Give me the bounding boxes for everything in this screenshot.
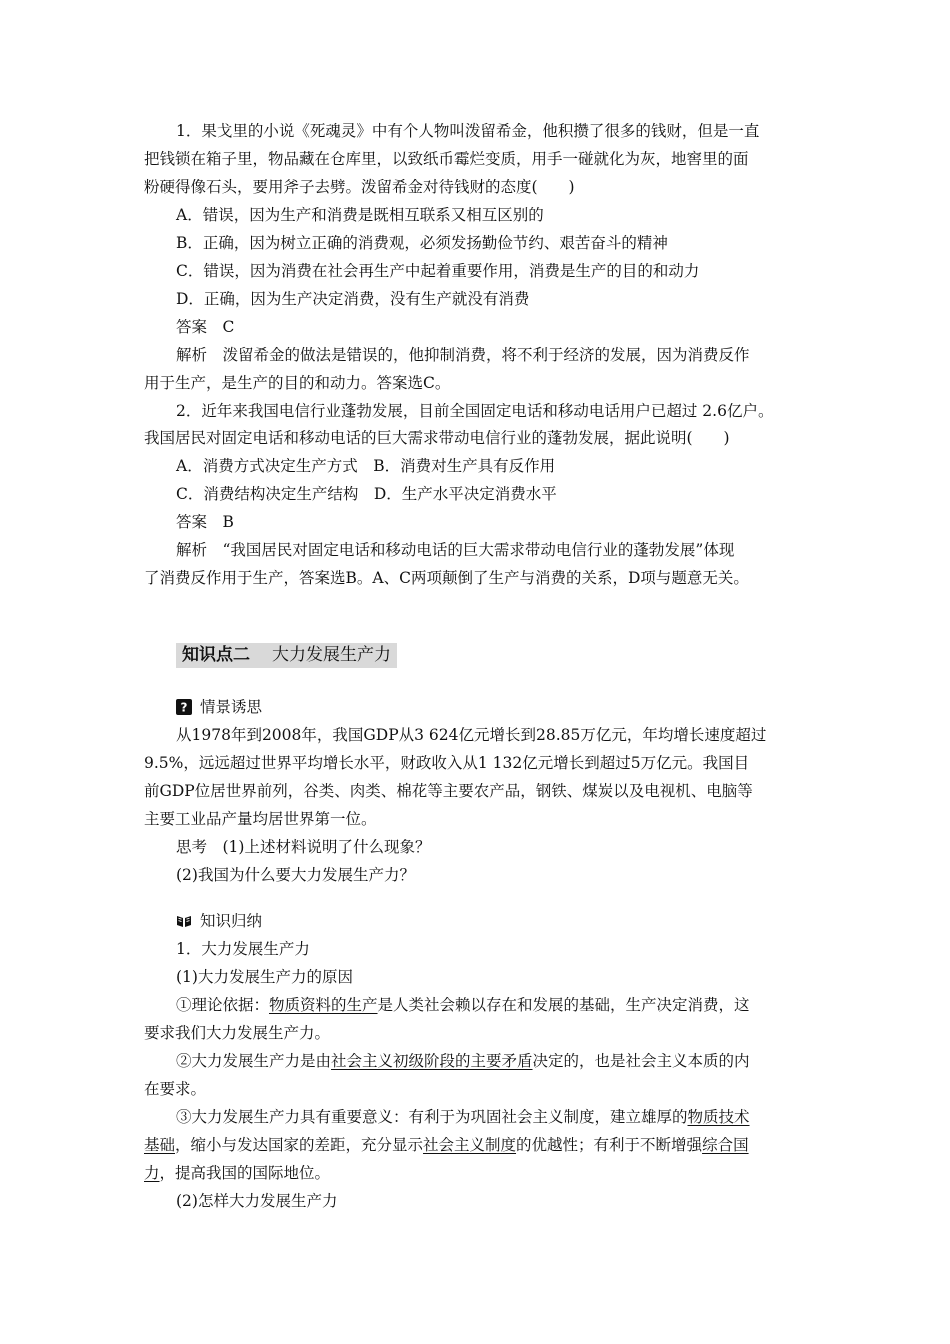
scenario-line-1: 从1978年到2008年，我国GDP从3 624亿元增长到28.85万亿元，年均增长速度超过 bbox=[176, 726, 767, 744]
q1-stem-line-3: 粉硬得像石头，要用斧子去劈。泼留希金对待钱财的态度( ) bbox=[144, 178, 575, 196]
scenario-line-2: 9.5%，远远超过世界平均增长水平，财政收入从1 132亿元增长到超过5万亿元。我国目 bbox=[144, 754, 750, 772]
reason-2-line-2: 在要求。 bbox=[144, 1080, 207, 1098]
scenario-heading bbox=[176, 698, 262, 717]
q2-options-cd: C．消费结构决定生产结构 D．生产水平决定消费水平 bbox=[176, 485, 557, 503]
q1-option-a: A．错误，因为生产和消费是既相互联系又相互区别的 bbox=[176, 206, 544, 224]
q1-explanation-line-2: 用于生产，是生产的目的和动力。答案选C。 bbox=[144, 374, 451, 392]
reason-3-line-3 bbox=[144, 1164, 330, 1183]
reason-3-key-term-2: 社会主义制度 bbox=[423, 1136, 517, 1154]
q1-stem-line-1: 1．果戈里的小说《死魂灵》中有个人物叫泼留希金，他积攒了很多的钱财，但是一直 bbox=[176, 122, 760, 140]
reason-3-line-1 bbox=[176, 1108, 750, 1127]
reason-1-line-2: 要求我们大力发展生产力。 bbox=[144, 1024, 331, 1042]
reason-3-lead: ③大力发展生产力具有重要意义：有利于为巩固社会主义制度，建立雄厚的 bbox=[176, 1108, 688, 1126]
q2-options-ab: A．消费方式决定生产方式 B．消费对生产具有反作用 bbox=[176, 457, 556, 475]
reason-3-line-2 bbox=[144, 1136, 749, 1155]
reason-2-lead: ②大力发展生产力是由 bbox=[176, 1052, 332, 1070]
knowledge-heading bbox=[176, 912, 262, 931]
think-question-2: (2)我国为什么要大力发展生产力？ bbox=[176, 866, 415, 884]
reason-3-key-term-3-end: 力 bbox=[144, 1164, 160, 1182]
q1-stem-line-2: 把钱锁在箱子里，物品藏在仓库里，以致纸币霉烂变质，用手一碰就化为灰，地窖里的面 bbox=[144, 150, 749, 168]
reason-1-lead: ①理论依据： bbox=[176, 996, 270, 1014]
reason-2-line-1 bbox=[176, 1052, 750, 1071]
reason-3-key-term-1: 物质技术 bbox=[687, 1108, 750, 1126]
reason-3-key-term-3: 综合国 bbox=[702, 1136, 749, 1154]
q2-explanation-line-2: 了消费反作用于生产，答案选B。A、C两项颠倒了生产与消费的关系，D项与题意无关。 bbox=[144, 569, 749, 587]
scenario-line-4: 主要工业品产量均居世界第一位。 bbox=[144, 810, 377, 828]
reason-1-rest: 是人类社会赖以存在和发展的基础，生产决定消费，这 bbox=[377, 996, 750, 1014]
reason-2-rest: 决定的，也是社会主义本质的内 bbox=[532, 1052, 750, 1070]
think-question-1: 思考 (1)上述材料说明了什么现象？ bbox=[176, 838, 431, 856]
reason-2-key-term: 社会主义初级阶段的主要矛盾 bbox=[331, 1052, 533, 1070]
section-title: 大力发展生产力 bbox=[272, 645, 391, 665]
book-icon bbox=[176, 913, 192, 929]
q2-explanation-line-1: 解析 “我国居民对固定电话和移动电话的巨大需求带动电信行业的蓬勃发展”体现 bbox=[176, 541, 735, 559]
svg-text:?: ? bbox=[180, 700, 188, 715]
q2-answer: 答案 B bbox=[176, 513, 234, 531]
section-heading bbox=[176, 643, 397, 668]
q1-explanation-line-1: 解析 泼留希金的做法是错误的，他抑制消费，将不利于经济的发展，因为消费反作 bbox=[176, 346, 750, 364]
reason-1-line-1 bbox=[176, 996, 750, 1015]
scenario-heading-text: 情景诱思 bbox=[200, 698, 263, 716]
knowledge-sub-1: (1)大力发展生产力的原因 bbox=[176, 968, 353, 986]
reason-3-text-1: ，缩小与发达国家的差距，充分显示 bbox=[175, 1136, 424, 1154]
q1-option-c: C．错误，因为消费在社会再生产中起着重要作用，消费是生产的目的和动力 bbox=[176, 262, 700, 280]
scenario-line-3: 前GDP位居世界前列，谷类、肉类、棉花等主要农产品，钢铁、煤炭以及电视机、电脑等 bbox=[144, 782, 753, 800]
knowledge-sub-2: (2)怎样大力发展生产力 bbox=[176, 1192, 338, 1210]
q2-stem-line-2: 我国居民对固定电话和移动电话的巨大需求带动电信行业的蓬勃发展，据此说明( ) bbox=[144, 429, 730, 447]
q1-option-b: B．正确，因为树立正确的消费观，必须发扬勤俭节约、艰苦奋斗的精神 bbox=[176, 234, 668, 252]
knowledge-item-1: 1．大力发展生产力 bbox=[176, 940, 310, 958]
reason-3-text-3: ，提高我国的国际地位。 bbox=[159, 1164, 331, 1182]
knowledge-heading-text: 知识归纳 bbox=[200, 912, 263, 930]
q2-stem-line-1: 2．近年来我国电信行业蓬勃发展，目前全国固定电话和移动电话用户已超过 2.6亿户。 bbox=[176, 402, 774, 420]
q1-option-d: D．正确，因为生产决定消费，没有生产就没有消费 bbox=[176, 290, 530, 308]
reason-3-text-2: 的优越性；有利于不断增强 bbox=[516, 1136, 703, 1154]
question-icon bbox=[176, 699, 192, 715]
q1-answer: 答案 C bbox=[176, 318, 235, 336]
reason-3-key-term-1-end: 基础 bbox=[144, 1136, 176, 1154]
reason-1-key-term: 物质资料的生产 bbox=[269, 996, 378, 1014]
section-label: 知识点二 bbox=[182, 645, 250, 665]
